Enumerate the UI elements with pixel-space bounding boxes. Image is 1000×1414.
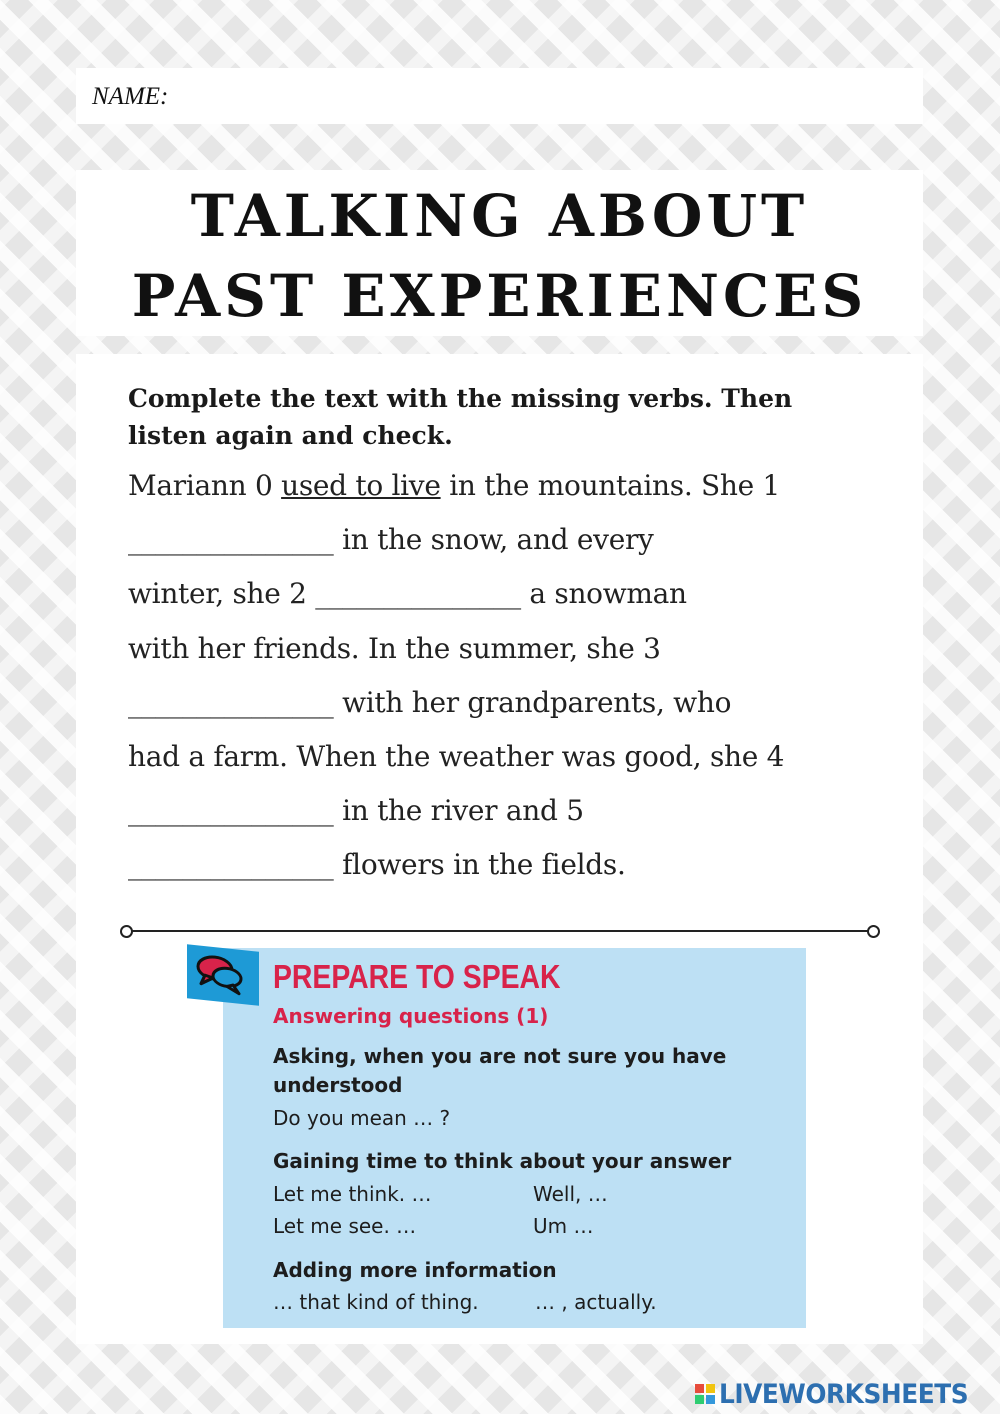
exercise-line-6: had a farm. When the weather was good, she 4 — [128, 740, 785, 773]
exercise-line-1 — [128, 469, 780, 502]
prepare-title: PREPARE TO SPEAK — [273, 958, 561, 995]
prepare-to-speak-box — [223, 948, 806, 1328]
exercise-line-2[interactable]: _______________ in the snow, and every — [128, 523, 654, 556]
example-answer: used to live — [281, 469, 441, 502]
exercise-line-1-post: in the mountains. She 1 — [440, 469, 781, 502]
section2-item: Well, … — [533, 1182, 608, 1206]
speech-bubbles-icon — [193, 949, 247, 999]
exercise-line-7[interactable]: _______________ in the river and 5 — [128, 794, 584, 827]
name-label: NAME: — [92, 83, 169, 110]
speak-icon-badge — [187, 944, 259, 1006]
section2-item: Um … — [533, 1214, 594, 1238]
page-title-line-1: TALKING ABOUT — [190, 182, 809, 250]
logo-text: LIVEWORKSHEETS — [719, 1378, 969, 1410]
section1-heading-line-2: understood — [273, 1073, 403, 1097]
section3-heading: Adding more information — [273, 1258, 557, 1282]
section2-item: Let me think. … — [273, 1182, 432, 1206]
liveworksheets-logo-icon — [695, 1384, 715, 1404]
section2-heading: Gaining time to think about your answer — [273, 1149, 732, 1173]
title-bar — [76, 170, 923, 336]
section3-item: … that kind of thing. — [273, 1290, 479, 1314]
name-bar — [76, 68, 923, 124]
section3-item: … , actually. — [535, 1290, 657, 1314]
section1-item: Do you mean … ? — [273, 1106, 451, 1130]
exercise-line-5[interactable]: _______________ with her grandparents, who — [128, 686, 732, 719]
exercise-line-8[interactable]: _______________ flowers in the fields. — [128, 848, 626, 881]
divider — [120, 924, 880, 938]
liveworksheets-logo[interactable] — [695, 1376, 990, 1412]
content-panel — [76, 354, 923, 1344]
page-title-line-2: PAST EXPERIENCES — [131, 262, 868, 330]
exercise-instruction: Complete the text with the missing verbs. Then listen again and check. — [128, 384, 793, 450]
exercise-line-3[interactable]: winter, she 2 _______________ a snowman — [128, 577, 687, 610]
exercise-line-1-pre: Mariann 0 — [128, 469, 282, 502]
prepare-subtitle: Answering questions (1) — [273, 1004, 549, 1028]
exercise-line-4: with her friends. In the summer, she 3 — [128, 632, 661, 665]
section1-heading-line-1: Asking, when you are not sure you have — [273, 1044, 727, 1068]
section2-item: Let me see. … — [273, 1214, 417, 1238]
